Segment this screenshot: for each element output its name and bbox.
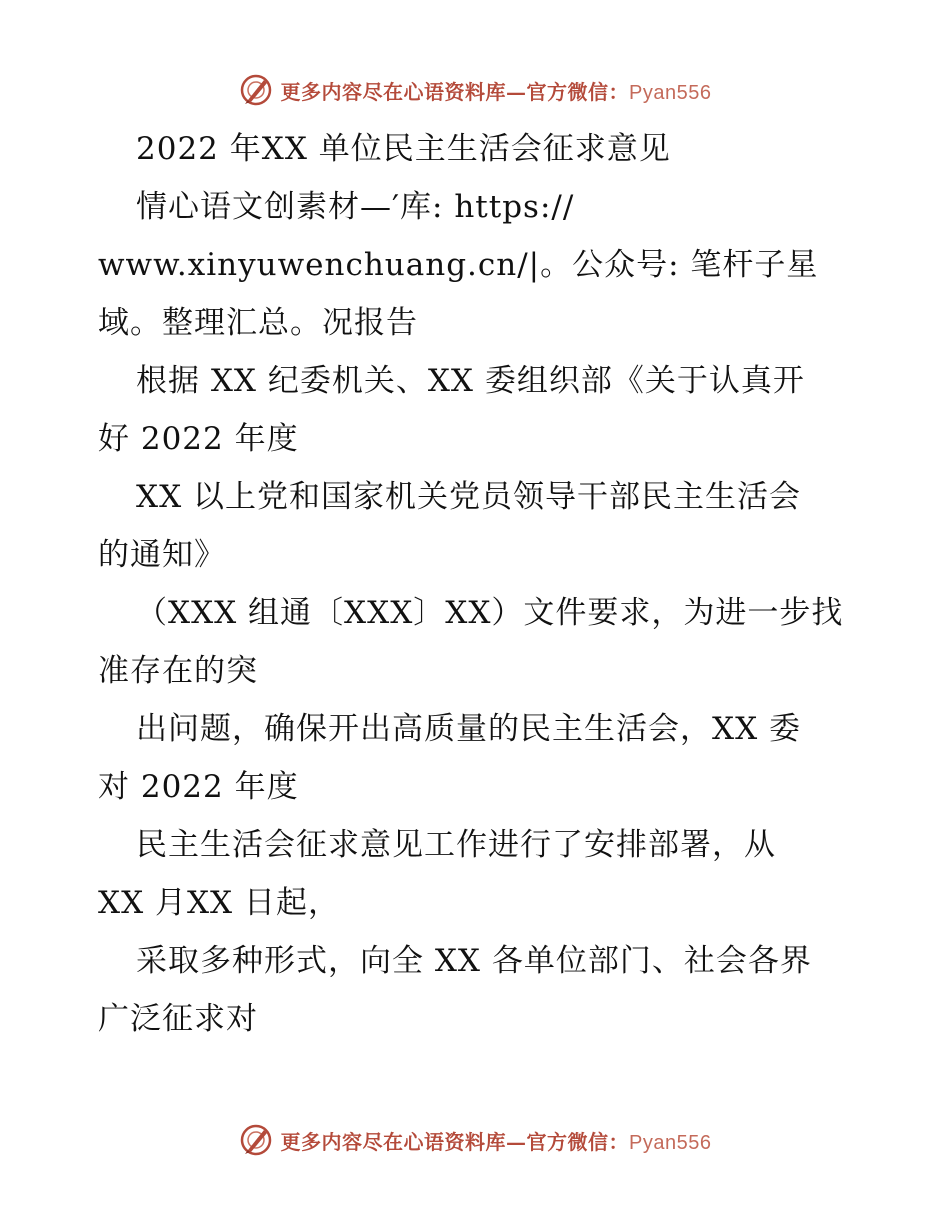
text-line: 准存在的突 bbox=[98, 653, 258, 689]
text-line: www.xinyuwenchuang.cn/|。公众号: 笔杆子星 bbox=[98, 247, 819, 283]
header-banner bbox=[0, 70, 950, 110]
text-line: 民主生活会征求意见工作进行了安排部署，从 bbox=[136, 827, 776, 863]
banner-text bbox=[281, 76, 712, 105]
text-line: 采取多种形式，向全 XX 各单位部门、社会各界 bbox=[136, 943, 812, 979]
text-line: 对 2022 年度 bbox=[98, 769, 299, 805]
document-body bbox=[98, 120, 868, 1048]
text-line: 好 2022 年度 bbox=[98, 421, 299, 457]
text-line: 2022 年XX 单位民主生活会征求意见 bbox=[136, 131, 671, 167]
banner-slogan: 更多内容尽在心语资料库—官方微信： bbox=[280, 79, 630, 104]
quill-circle-logo-icon bbox=[239, 73, 273, 107]
footer-banner bbox=[0, 1120, 950, 1160]
text-line: 广泛征求对 bbox=[98, 1001, 258, 1037]
text-line: 根据 XX 纪委机关、XX 委组织部《关于认真开 bbox=[136, 363, 805, 399]
text-line: XX 以上党和国家机关党员领导干部民主生活会 bbox=[136, 479, 801, 515]
banner-text bbox=[281, 1126, 712, 1155]
banner-wechat-id: Pyan556 bbox=[629, 1131, 712, 1154]
text-line: 情心语文创素材—′库: https:// bbox=[136, 189, 575, 225]
text-line: XX 月XX 日起， bbox=[98, 885, 340, 921]
quill-circle-logo-icon bbox=[239, 1123, 273, 1157]
text-line: 出问题，确保开出高质量的民主生活会，XX 委 bbox=[136, 711, 801, 747]
text-line: 域。整理汇总。况报告 bbox=[98, 305, 418, 341]
text-line: （XXX 组通〔XXX〕XX）文件要求，为进一步找 bbox=[136, 595, 844, 631]
text-line: 的通知》 bbox=[98, 537, 226, 573]
banner-slogan: 更多内容尽在心语资料库—官方微信： bbox=[280, 1129, 630, 1154]
banner-wechat-id: Pyan556 bbox=[629, 81, 712, 104]
